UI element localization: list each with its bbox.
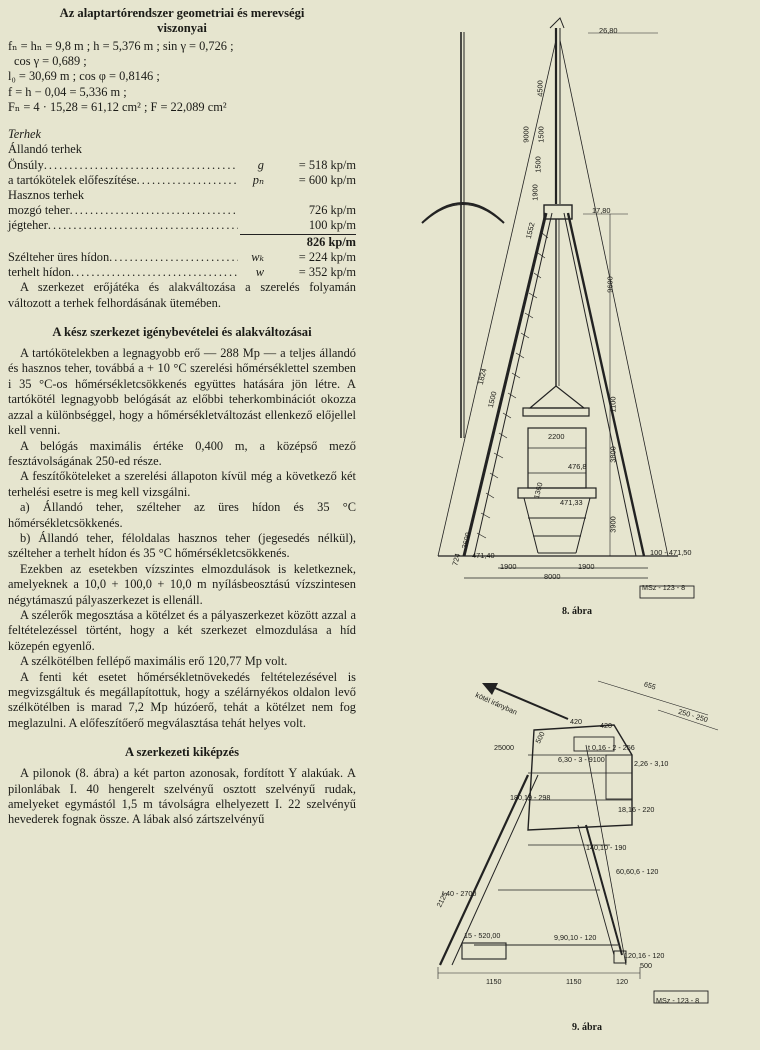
paragraph: A szélkötélben fellépő maximális erő 120,77 Mp volt. [20,654,288,669]
figure-9-dims: kötél irányban 655 250 - 250 500 420 420 25000 2125 t 0,16 - 2 - 256 6,30 - 3 - 9100 2,26 - 3,10 180,19 - 298 18,16 - 220 140,10 - 190 60,60,6 - 120 I 40 - 2700 15 - 520,00 9,90,10 - 120 120,16 - 120 1150 1150 120 500 MSz - 123 - 8 [434,679,710,1005]
paragraph: Ezekben az esetekben vízszintes elmozdulások is keletkeznek, amelyeknek a 10,0 + 100,0 + 10,0 m nyílásbeosztású vízszintesen négytámaszú pályaszerkezet is ellenáll. [8,561,356,607]
figure-8-dims: 26,80 4500 9000 1500 1500 1900 17,80 9600 1100 2200 3800 3900 3600 1824 1900 1900 8000 471,40 100 - 471,50 471,33 476,8 1552 1500 1360 724 MSz - 123 - 8 [450,26,692,592]
figures-column [378,0,756,1050]
param-line: l₀ = 30,69 m ; cos φ = 0,8146 ; [8,69,160,84]
figure-8-caption: 8. ábra [562,606,592,617]
param-line: fₙ = hₙ = 9,8 m ; h = 5,376 m ; sin γ = 0,726 ; [8,39,234,53]
paragraph: A pilonok (8. ábra) a két parton azonosak, fordított Y alakúak. A pilonlábak I. 40 hengerelt szelvényű osztott szelvényű rudak, amelyeket egymástól 1,5 m távolságra elhelyezett I. 22 szelvényű hevederek fognak össze. A lábak alsó zártszelvényű [8,766,356,827]
figure-8-stamp: MSz - 123 - 8 [642,583,686,592]
figure-9-stamp: MSz - 123 - 8 [656,996,700,1005]
param-line: Fₙ = 4 · 15,28 = 61,12 cm² ; F = 22,089 cm² [8,99,227,114]
param-line: f = h − 0,04 = 5,336 m ; [8,84,127,99]
load-row-pretension: a tartókötelek előfeszítése ..... pₙ = 600 kp/m [8,173,356,188]
paragraph: A belógás maximális értéke 0,400 m, a középső mező fesztávolságának 250-ed része. [8,438,356,468]
figure-9-caption: 9. ábra [572,1022,602,1033]
paragraph: A feszítőköteleket a szerelési állapoton kívül még a következő két terhelési esetre is meg kell vizsgálni. [8,469,356,499]
load-sum: 826 kp/m [306,234,356,249]
paragraph-case-a: a) Állandó teher, szélteher az üres hídon és 35 °C hőmérsékletcsökkenés. [8,500,356,530]
section-heading-structure: A szerkezeti kiképzés [124,745,239,760]
article-text [8,6,356,828]
paragraph: A fenti két esetet hőmérsékletnövekedés feltételezésével is megvizsgáltuk és megállapítottuk, hogy a szélárnyékos oldalon levő szélkötélben is marad 7,2 Mp húzóerő, tehát a kötélzet nem fog meglazulni. A előfeszítőerő megválasztása tehát helyes volt. [8,669,356,730]
param-line: cos γ = 0,689 ; [14,54,87,69]
section-heading-stresses: A kész szerkezet igénybevételei és alakváltozásai [52,325,312,340]
load-row-moving: mozgó teher ..... 726 kp/m [8,203,356,218]
paragraph: A szélerők megosztása a kötélzet és a pályaszerkezet között azzal a feltételezéssel történt, hogy a két szerkezet elmozdulása a híd közepén egyenlő. [8,607,356,653]
load-row-wind-empty: Szélteher üres hídon ..... wₖ = 224 kp/m [8,250,356,265]
permanent-loads-title: Állandó terhek [8,142,82,157]
paragraph: A tartókötelekben a legnagyobb erő — 288 Mp — a teljes állandó és hasznos teher, továbbá a + 10 °C szerelési hőmérséklettel szemben i 35 °C-os hőmérsékletcsökkenés együttes hatására jön létre. A tartókötél legnagyobb belógását az előbbi teherkombinációt okozza azzal a különbséggel, hogy a hőmérsékletváltozást ellenkező előjellel kell venni. [8,346,356,438]
load-row-wind-loaded: terhelt hídon ..... w = 352 kp/m [8,265,356,280]
useful-loads-title: Hasznos terhek [8,188,85,203]
load-row-ice: jégteher ..... 100 kp/m [8,218,356,233]
load-row-selfweight: Önsúly ..... g = 518 kp/m [8,158,356,173]
section-heading-geometry: Az alaptartórendszer geometriai és merevségi viszonyai [59,6,305,35]
paragraph: A szerkezet erőjátéka és alakváltozása a szerelés folyamán változott a terhek felhordásának ütemében. [8,280,356,310]
loads-title: Terhek [8,127,42,142]
paragraph-case-b: b) Állandó teher, féloldalas hasznos teher (jegesedés nélkül), szélteher a terhelt hídon és 35 °C hőmérsékletcsökkenés. [8,530,356,561]
